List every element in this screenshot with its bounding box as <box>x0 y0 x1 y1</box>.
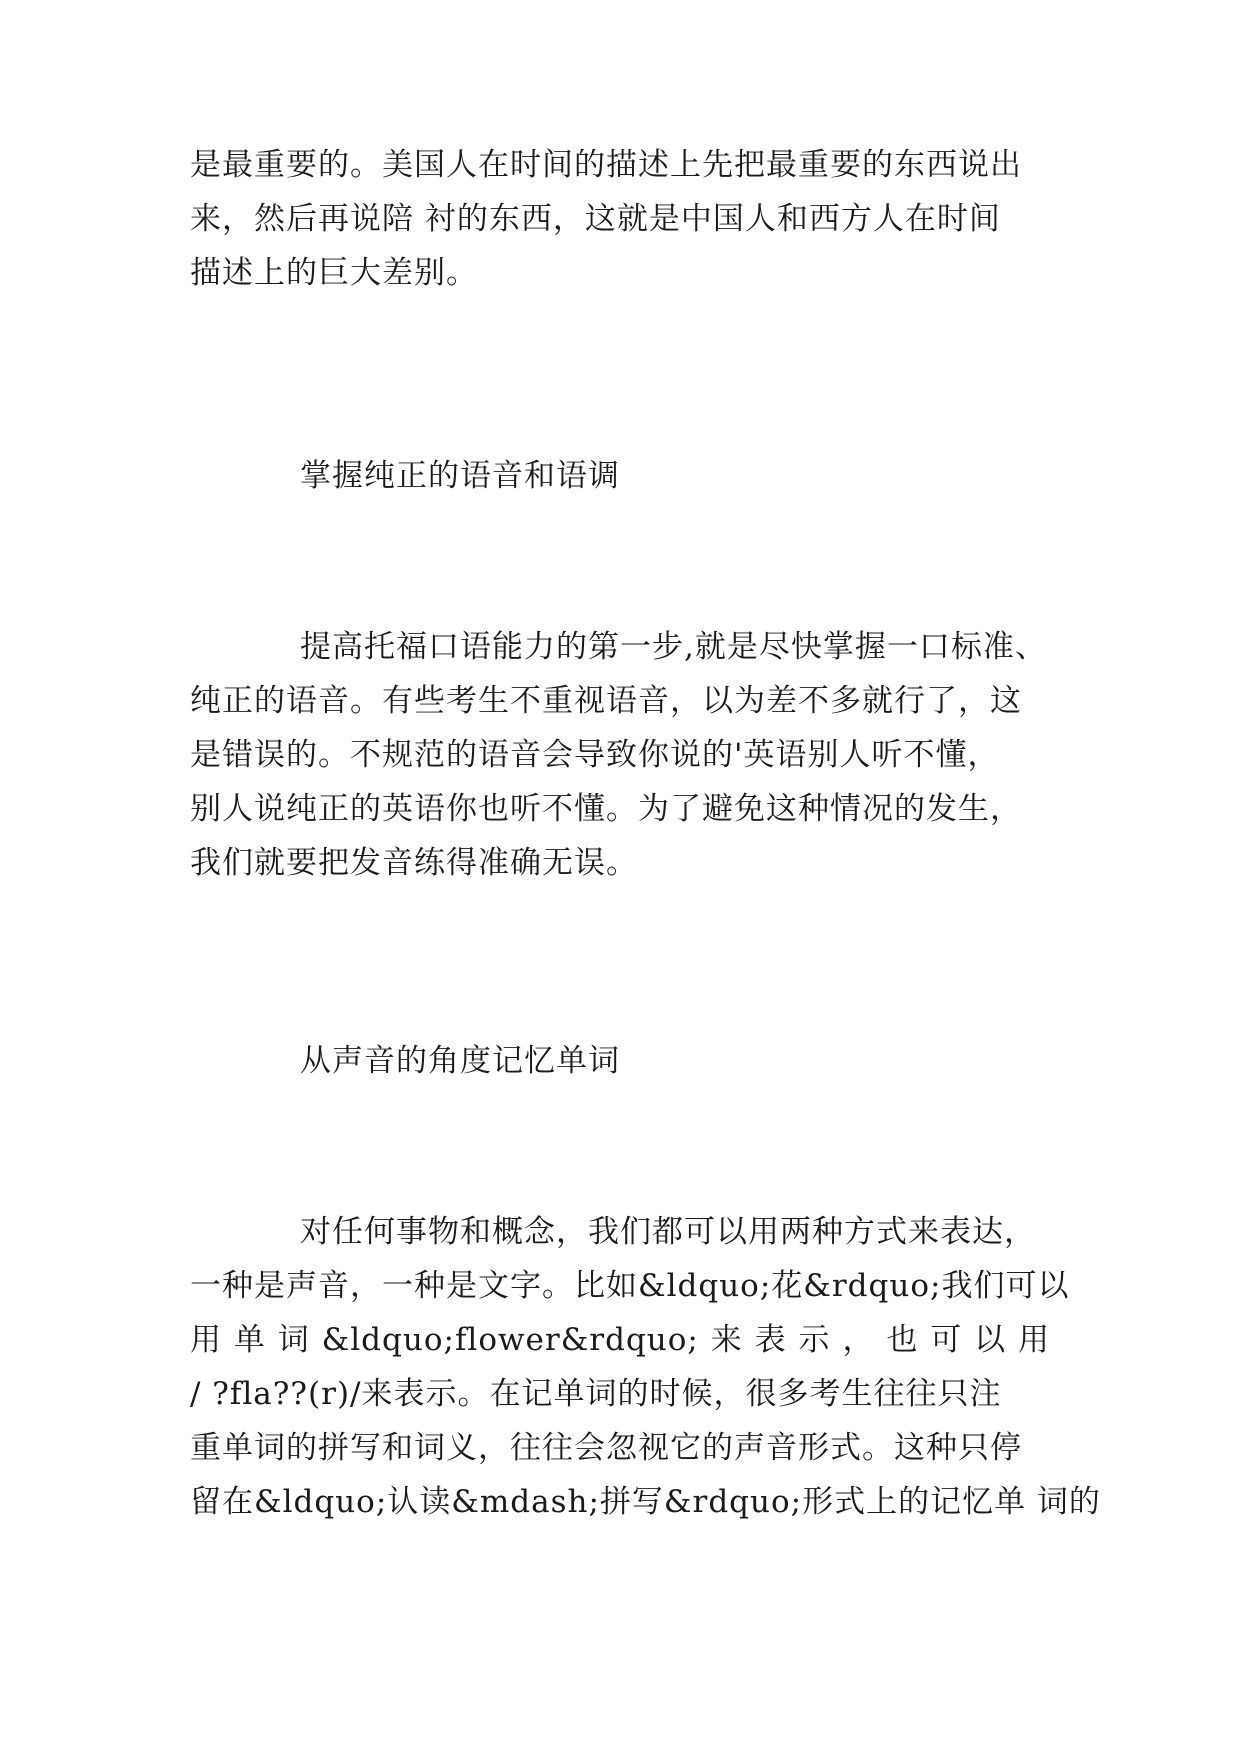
word-token: 用 <box>190 1322 222 1358</box>
section-heading-word-memory: 从声音的角度记忆单词 <box>300 1043 620 1079</box>
paragraph-1-line-2: 来，然后再说陪 衬的东西，这就是中国人和西方人在时间 <box>190 201 1001 237</box>
word-token: 词 <box>277 1322 310 1358</box>
paragraph-3-line-2: 一种是声音，一种是文字。比如&ldquo;花&rdquo;我们可以 <box>190 1268 1070 1304</box>
word-token: 表 <box>754 1322 787 1358</box>
word-token: 以 <box>974 1322 1007 1358</box>
section-heading-pronunciation: 掌握纯正的语音和语调 <box>300 458 620 494</box>
paragraph-3-line-3 <box>190 1320 1050 1360</box>
paragraph-3-line-6: 留在&ldquo;认读&mdash;拼写&rdquo;形式上的记忆单 词的 <box>190 1484 1101 1520</box>
paragraph-2-line-2: 纯正的语音。有些考生不重视语音，以为差不多就行了，这 <box>190 683 1022 719</box>
paragraph-2-line-4: 别人说纯正的英语你也听不懂。为了避免这种情况的发生， <box>190 791 1022 827</box>
word-token: 示 <box>798 1322 831 1358</box>
paragraph-2-line-5: 我们就要把发音练得准确无误。 <box>190 845 638 881</box>
paragraph-2-line-3: 是错误的。不规范的语音会导致你说的'英语别人听不懂， <box>190 737 1000 773</box>
word-token: &ldquo;flower&rdquo; <box>321 1322 699 1358</box>
word-token: 来 <box>710 1322 743 1358</box>
word-token: 可 <box>930 1322 963 1358</box>
word-token: 用 <box>1018 1322 1050 1358</box>
word-token: ， <box>842 1322 875 1358</box>
paragraph-1-line-1: 是最重要的。美国人在时间的描述上先把最重要的东西说出 <box>190 147 1022 183</box>
word-token: 单 <box>233 1322 266 1358</box>
paragraph-1-line-3: 描述上的巨大差别。 <box>190 255 478 291</box>
paragraph-3-line-4: / ?fla??(r)/来表示。在记单词的时候，很多考生往往只注 <box>190 1376 1002 1412</box>
paragraph-2-line-1: 提高托福口语能力的第一步,就是尽快掌握一口标准、 <box>300 629 1047 665</box>
word-token: 也 <box>886 1322 919 1358</box>
paragraph-3-line-5: 重单词的拼写和词义，往往会忽视它的声音形式。这种只停 <box>190 1430 1022 1466</box>
paragraph-3-line-1: 对任何事物和概念，我们都可以用两种方式来表达， <box>300 1214 1036 1250</box>
